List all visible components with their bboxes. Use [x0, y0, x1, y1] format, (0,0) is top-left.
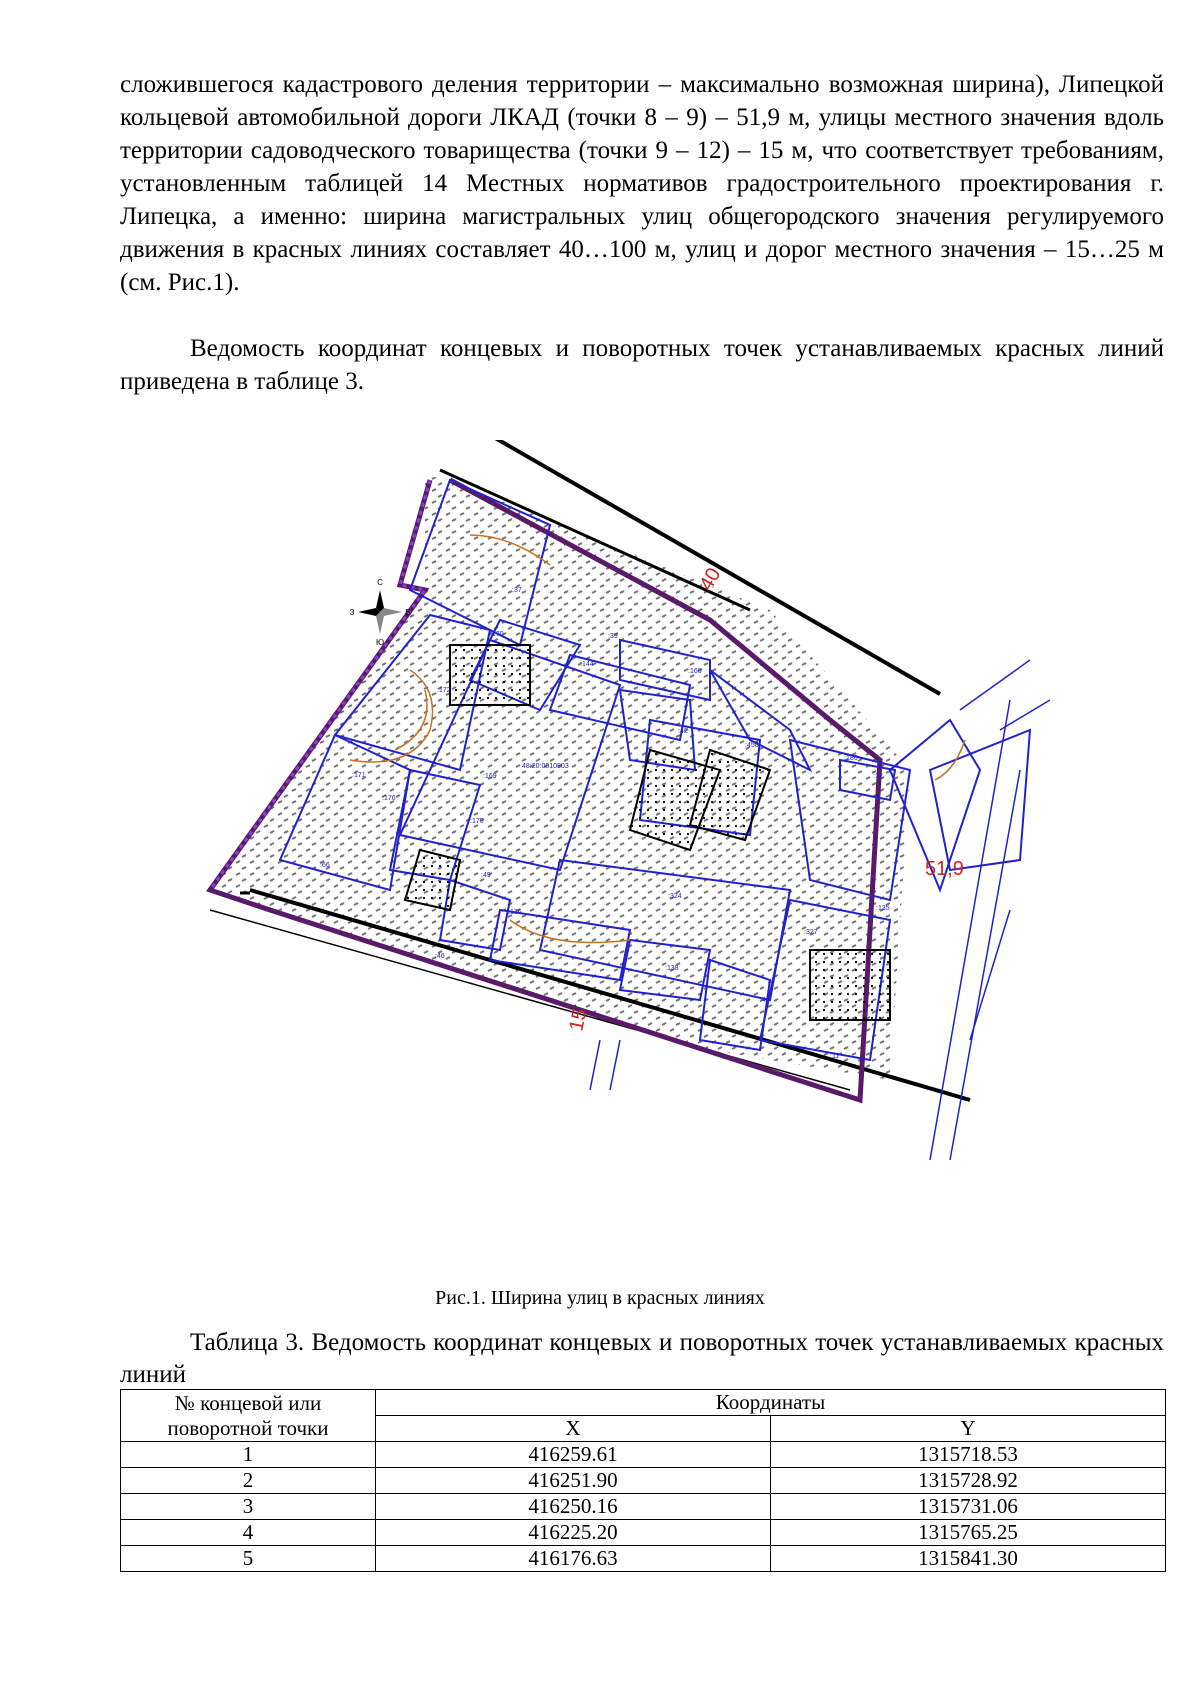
header-y: Y — [771, 1416, 1166, 1442]
point-number: 2 — [121, 1468, 376, 1494]
header-coordinates: Координаты — [376, 1390, 1166, 1416]
width-label-lkad: 51,9 — [925, 858, 964, 880]
parcel-label: :168 — [688, 668, 702, 675]
parcel-label: :46 — [435, 953, 445, 960]
parcel-label: :171 — [352, 772, 366, 779]
parcel-label: :42 — [678, 728, 688, 735]
site-area-hatch — [210, 475, 910, 1080]
point-number: 1 — [121, 1442, 376, 1468]
coord-y: 1315718.53 — [771, 1442, 1166, 1468]
coord-y: 1315731.06 — [771, 1494, 1166, 1520]
table-row — [121, 1442, 1166, 1468]
parcel-label: :48 — [760, 997, 770, 1004]
coord-x: 416250.16 — [376, 1494, 771, 1520]
coord-y: 1315728.92 — [771, 1468, 1166, 1494]
compass-south: Ю — [375, 638, 385, 647]
parcel-label: :144 — [580, 661, 594, 668]
parcel-label: :327 — [804, 929, 818, 936]
paragraph-coordinates-intro: Ведомость координат концевых и поворотных точек устанавливаемых красных линий приведена в таблице 3. — [120, 335, 1164, 395]
parcel-label: :175 — [470, 818, 484, 825]
parcel-label: :136 — [508, 909, 522, 916]
point-number: 3 — [121, 1494, 376, 1520]
figure-caption: Рис.1. Ширина улиц в красных линиях — [435, 1287, 765, 1309]
parcel-label: :172 — [437, 687, 451, 694]
table-row — [121, 1520, 1166, 1546]
compass-north: С — [377, 578, 383, 587]
header-x: X — [376, 1416, 771, 1442]
compass-east: В — [405, 608, 411, 617]
point-number: 4 — [121, 1520, 376, 1546]
header-point-number: № концевой или поворотной точки — [121, 1390, 376, 1442]
paragraph-street-widths: сложившегося кадастрового деления территории – максимально возможная ширина), Липецкой кольцевой автомобильной дороги ЛКАД (точки 8 – 9) – 51,9 м, улицы местного значения вдоль территории садоводческого товарищества (точки 9 – 12) – 15 м, что соответствует требованиям, установленным таблицей 14 Местных нормативов градостроительного проектирования г. Липецка, а именно: ширина магистральных улиц общегородского значения регулируемого движения в красных линиях составляет 40…100 м, улиц и дорог местного значения – 15…25 м (см. Рис.1). — [120, 71, 1164, 296]
coord-x: 416176.63 — [376, 1546, 771, 1572]
parcel-label: :170 — [490, 631, 504, 638]
parcel-label: :37 — [512, 587, 522, 594]
coord-x: 416259.61 — [376, 1442, 771, 1468]
parcel-label: 48:20:0010803 — [522, 763, 569, 770]
table-row — [121, 1546, 1166, 1572]
coord-x: 416251.90 — [376, 1468, 771, 1494]
compass-west: З — [349, 608, 355, 617]
table-row — [121, 1468, 1166, 1494]
parcel-label: :176 — [382, 795, 396, 802]
parcel-label: :458 — [745, 742, 759, 749]
coord-y: 1315765.25 — [771, 1520, 1166, 1546]
width-label-main-road: 40 — [695, 564, 726, 595]
site-plan-map — [150, 440, 1110, 1280]
parcel-label: :135 — [876, 905, 890, 912]
coordinates-table — [120, 1389, 1166, 1572]
parcel-label: :186 — [844, 755, 858, 762]
point-number: 5 — [121, 1546, 376, 1572]
parcel-label: :138 — [665, 965, 679, 972]
parcel-label: :169 — [483, 773, 497, 780]
coord-x: 416225.20 — [376, 1520, 771, 1546]
table-row — [121, 1494, 1166, 1520]
parcel-label: :324 — [668, 893, 682, 900]
parcel-label: :11 — [830, 1053, 840, 1060]
parcel-label: :66 — [320, 862, 330, 869]
width-label-local-street: 15 — [565, 1006, 592, 1034]
parcel-label: :39 — [608, 633, 618, 640]
parcel-label: :12 — [873, 773, 883, 780]
table-caption: Таблица 3. Ведомость координат концевых и поворотных точек устанавливаемых красных линий — [120, 1329, 1164, 1388]
parcel-label: :49 — [481, 872, 491, 879]
coord-y: 1315841.30 — [771, 1546, 1166, 1572]
